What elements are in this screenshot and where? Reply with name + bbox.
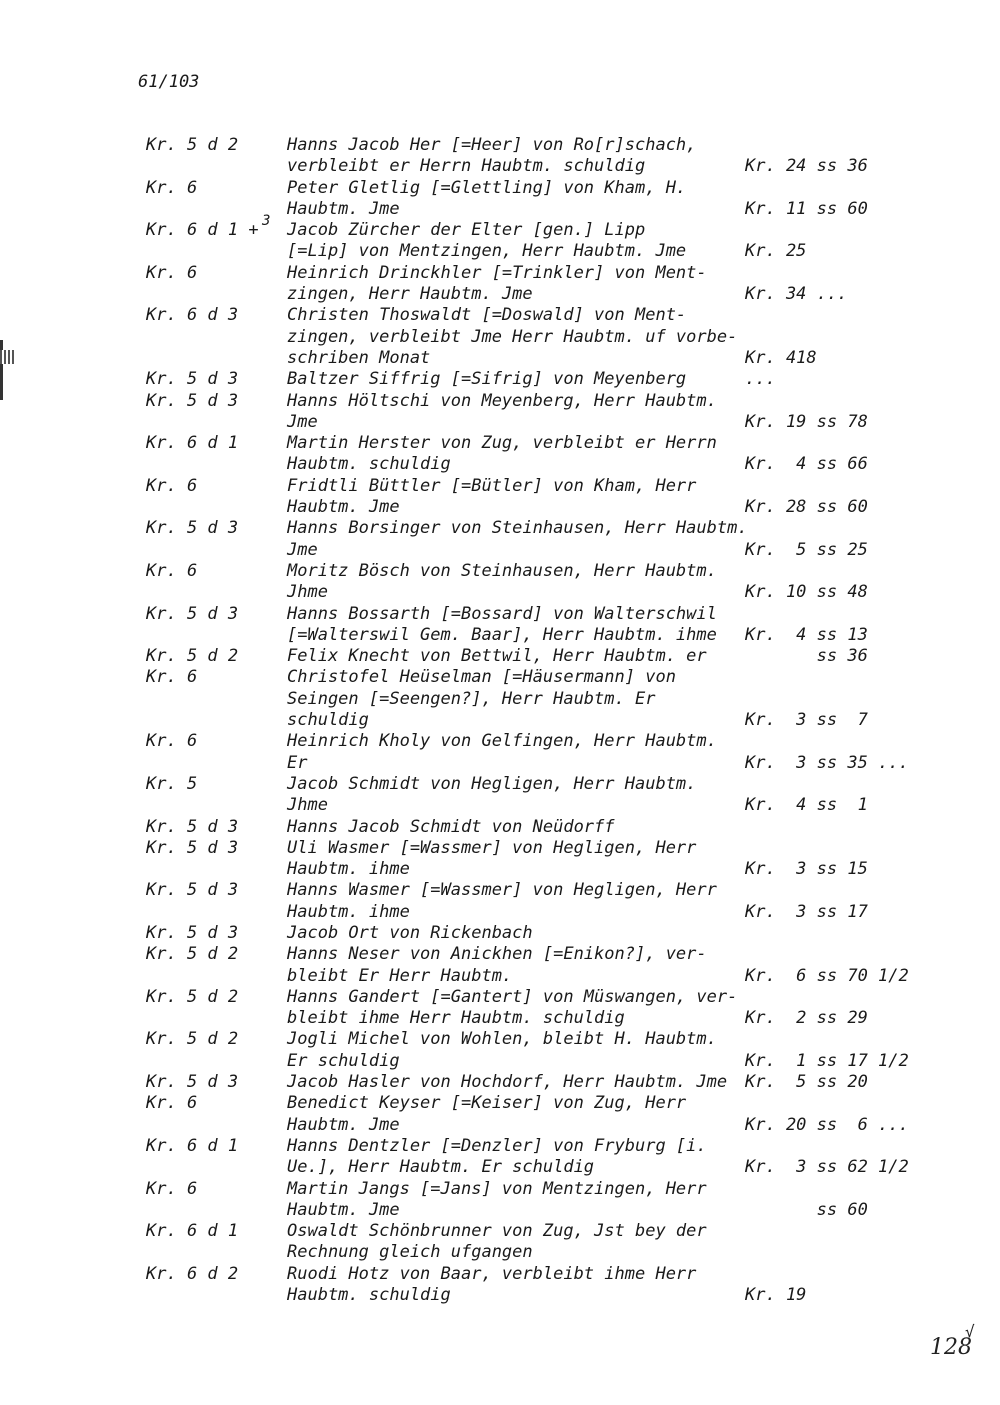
ledger-entry [0,1264,1000,1307]
entry-text: Haubtm. schuldig [287,1285,451,1306]
entry-line [0,625,1000,646]
entry-text: Jacob Schmidt von Hegligen, Herr Haubtm. [287,773,697,794]
entry-text: Baltzer Siffrig [=Sifrig] von Meyenberg [287,369,687,390]
entry-amount: Kr. 4 ss 13 [745,624,868,645]
entry-reference: Kr. 6 d 2 [146,1263,239,1284]
entry-text: zingen, Herr Haubtm. Jme [287,284,533,305]
entry-text: Ruodi Hotz von Baar, verbleibt ihme Herr [287,1263,697,1284]
entry-line [0,369,1000,390]
entry-line [0,1264,1000,1285]
entry-reference: Kr. 6 [146,262,198,283]
entry-text: zingen, verbleibt Jme Herr Haubtm. uf vorbe- [287,326,738,347]
entry-amount: Kr. 24 ss 36 [745,156,868,177]
entry-line [0,1200,1000,1221]
entry-text: bleibt ihme Herr Haubtm. schuldig [287,1008,625,1029]
entry-line [0,817,1000,838]
entry-line [0,561,1000,582]
entry-line [0,667,1000,688]
entry-reference: Kr. 5 d 2 [146,986,239,1007]
entry-line [0,1157,1000,1178]
entry-line [0,753,1000,774]
entry-reference: Kr. 5 d 2 [146,944,239,965]
entry-line [0,156,1000,177]
entry-text: Haubtm. schuldig [287,454,451,475]
entry-amount: Kr. 5 ss 25 [745,539,868,560]
ledger-entry [0,391,1000,434]
ledger-entry [0,1029,1000,1072]
entry-reference: Kr. 5 d 2 [146,1029,239,1050]
entry-amount: Kr. 19 ss 78 [745,411,868,432]
entry-amount: Kr. 3 ss 15 [745,859,868,880]
entry-line [0,774,1000,795]
entry-line [0,199,1000,220]
entry-line [0,987,1000,1008]
entry-reference: Kr. 5 d 2 [146,646,239,667]
entry-list [0,135,1000,1306]
entry-reference: Kr. 5 d 3 [146,816,239,837]
entry-text: Christofel Heüselman [=Häusermann] von [287,667,676,688]
entry-text: Martin Jangs [=Jans] von Mentzingen, Herr [287,1178,707,1199]
entry-text: Er [287,752,308,773]
entry-text: bleibt Er Herr Haubtm. [287,965,513,986]
ledger-entry [0,305,1000,369]
entry-text: Christen Thoswaldt [=Doswald] von Ment- [287,305,687,326]
entry-line [0,433,1000,454]
entry-line [0,795,1000,816]
entry-reference: Kr. 6 d 1 [146,1135,239,1156]
entry-line [0,540,1000,561]
entry-text: Heinrich Kholy von Gelfingen, Herr Haubtm. [287,731,717,752]
entry-amount: ss 36 [745,646,868,667]
ledger-entry [0,1179,1000,1222]
entry-text: [=Lip] von Mentzingen, Herr Haubtm. Jme [287,241,687,262]
entry-line [0,454,1000,475]
entry-text: Jme [287,411,318,432]
entry-text: Peter Gletlig [=Glettling] von Kham, H. [287,177,687,198]
entry-amount: Kr. 3 ss 35 ... [745,752,909,773]
entry-amount: Kr. 3 ss 62 1/2 [745,1157,909,1178]
entry-text: Jacob Ort von Rickenbach [287,922,533,943]
entry-line [0,838,1000,859]
entry-text: Jhme [287,795,328,816]
entry-line [0,178,1000,199]
entry-reference: Kr. 5 d 3 [146,880,239,901]
entry-line [0,923,1000,944]
entry-text: Haubtm. Jme [287,1199,400,1220]
entry-text: schuldig [287,710,369,731]
ledger-entry [0,476,1000,519]
entry-text: Jacob Zürcher der Elter [gen.] Lipp [287,220,646,241]
entry-reference: Kr. 5 d 3 [146,922,239,943]
entry-amount: Kr. 3 ss 7 [745,710,868,731]
entry-amount: ss 60 [745,1199,868,1220]
entry-reference: Kr. 6 d 3 [146,305,239,326]
entry-amount: Kr. 418 [745,347,817,368]
ledger-entry [0,880,1000,923]
entry-amount: Kr. 20 ss 6 ... [745,1114,909,1135]
entry-text: Moritz Bösch von Steinhausen, Herr Haubtm. [287,560,717,581]
entry-superscript: 3 [262,213,271,230]
entry-text: Haubtm. Jme [287,497,400,518]
entry-line [0,284,1000,305]
entry-line [0,880,1000,901]
entry-line [0,1072,1000,1093]
entry-line [0,944,1000,965]
entry-line [0,966,1000,987]
ledger-entry [0,667,1000,731]
folio-number: 128 [930,1335,972,1360]
entry-amount: Kr. 19 [745,1285,807,1306]
entry-text: Felix Knecht von Bettwil, Herr Haubtm. er [287,646,707,667]
entry-text: Hanns Höltschi von Meyenberg, Herr Haubtm. [287,390,717,411]
entry-reference: Kr. 6 [146,177,198,198]
entry-reference: Kr. 5 d 3 [146,603,239,624]
entry-line [0,710,1000,731]
entry-reference: Kr. 6 d 1 [146,1221,239,1242]
entry-reference: Kr. 5 d 3 [146,369,239,390]
entry-text: [=Walterswil Gem. Baar], Herr Haubtm. ihme [287,624,717,645]
entry-line [0,348,1000,369]
ledger-entry [0,944,1000,987]
entry-line [0,497,1000,518]
ledger-entry [0,838,1000,881]
entry-amount: Kr. 28 ss 60 [745,497,868,518]
entry-text: Haubtm. Jme [287,198,400,219]
entry-amount: Kr. 5 ss 20 [745,1072,868,1093]
ledger-entry [0,1072,1000,1093]
entry-amount: ... [745,369,776,390]
ledger-entry [0,518,1000,561]
entry-line [0,391,1000,412]
ledger-entry [0,774,1000,817]
entry-text: Jme [287,539,318,560]
entry-text: Uli Wasmer [=Wassmer] von Hegligen, Herr [287,837,697,858]
entry-line [0,1008,1000,1029]
entry-text: Hanns Neser von Anickhen [=Enikon?], ver- [287,944,707,965]
entry-amount: Kr. 11 ss 60 [745,198,868,219]
entry-line [0,1179,1000,1200]
entry-amount: Kr. 2 ss 29 [745,1008,868,1029]
entry-line [0,135,1000,156]
entry-text: Hanns Dentzler [=Denzler] von Fryburg [i. [287,1135,707,1156]
entry-amount: Kr. 4 ss 66 [745,454,868,475]
entry-reference: Kr. 6 d 1 + [146,220,259,241]
entry-text: Oswaldt Schönbrunner von Zug, Jst bey der [287,1221,707,1242]
entry-text: Martin Herster von Zug, verbleibt er Herrn [287,433,717,454]
entry-reference: Kr. 6 [146,1178,198,1199]
entry-reference: Kr. 6 [146,560,198,581]
entry-amount: Kr. 4 ss 1 [745,795,868,816]
ledger-entry [0,263,1000,306]
entry-text: Ue.], Herr Haubtm. Er schuldig [287,1157,595,1178]
entry-amount: Kr. 25 [745,241,807,262]
entry-text: Benedict Keyser [=Keiser] von Zug, Herr [287,1093,687,1114]
entry-text: Jogli Michel von Wohlen, bleibt H. Haubtm. [287,1029,717,1050]
entry-line [0,1136,1000,1157]
entry-line [0,689,1000,710]
entry-reference: Kr. 5 d 2 [146,135,239,155]
ledger-entry [0,561,1000,604]
entry-text: Haubtm. ihme [287,901,410,922]
entry-reference: Kr. 6 [146,731,198,752]
entry-reference: Kr. 6 [146,667,198,688]
entry-amount: Kr. 3 ss 17 [745,901,868,922]
entry-text: Er schuldig [287,1050,400,1071]
entry-line [0,327,1000,348]
entry-line [0,1285,1000,1306]
ledger-entry [0,1136,1000,1179]
ledger-entry [0,135,1000,178]
check-mark: √ [965,1322,975,1341]
entry-line [0,859,1000,880]
entry-text: schriben Monat [287,347,431,368]
entry-text: Hanns Wasmer [=Wassmer] von Hegligen, Herr [287,880,717,901]
entry-text: Rechnung gleich ufgangen [287,1242,533,1263]
entry-text: Hanns Jacob Her [=Heer] von Ro[r]schach, [287,135,697,155]
entry-line [0,305,1000,326]
entry-text: verbleibt er Herrn Haubtm. schuldig [287,156,646,177]
entry-text: Hanns Borsinger von Steinhausen, Herr Haubtm. [287,518,748,539]
ledger-entry [0,213,1000,263]
entry-line [0,476,1000,497]
entry-amount: Kr. 10 ss 48 [745,582,868,603]
entry-reference: Kr. 5 d 3 [146,837,239,858]
entry-line [0,412,1000,433]
ledger-entry [0,731,1000,774]
entry-amount: Kr. 6 ss 70 1/2 [745,965,909,986]
entry-reference: Kr. 5 [146,773,198,794]
entry-text: Heinrich Drinckhler [=Trinkler] von Ment- [287,262,707,283]
entry-line [0,1051,1000,1072]
entry-reference: Kr. 6 [146,475,198,496]
ledger-entry [0,1221,1000,1264]
entry-reference: Kr. 6 d 1 [146,433,239,454]
entry-line [0,604,1000,625]
entry-text: Hanns Bossarth [=Bossard] von Walterschwil [287,603,717,624]
entry-reference: Kr. 5 d 3 [146,1072,239,1093]
entry-text: Haubtm. ihme [287,859,410,880]
entry-text: Jacob Hasler von Hochdorf, Herr Haubtm. Jme [287,1072,728,1093]
entry-text: Jhme [287,582,328,603]
ledger-entry [0,646,1000,667]
entry-line [0,1029,1000,1050]
ledger-entry [0,1093,1000,1136]
entry-line [0,263,1000,284]
entry-line [0,646,1000,667]
entry-line [0,1221,1000,1242]
entry-amount: Kr. 34 ... [745,284,848,305]
ledger-entry [0,369,1000,390]
entry-line [0,518,1000,539]
entry-text: Haubtm. Jme [287,1114,400,1135]
entry-line [0,902,1000,923]
ledger-entry [0,923,1000,944]
entry-line [0,582,1000,603]
entry-reference: Kr. 5 d 3 [146,518,239,539]
entry-line [0,1093,1000,1114]
ledger-entry [0,604,1000,647]
entry-reference: Kr. 5 d 3 [146,390,239,411]
entry-line [0,731,1000,752]
entry-reference: Kr. 6 [146,1093,198,1114]
entry-line [0,241,1000,262]
entry-text: Hanns Gandert [=Gantert] von Müswangen, ver- [287,986,738,1007]
entry-line [0,1242,1000,1263]
ledger-entry [0,433,1000,476]
entry-text: Hanns Jacob Schmidt von Neüdorff [287,816,615,837]
entry-text: Fridtli Büttler [=Bütler] von Kham, Herr [287,475,697,496]
ledger-entry [0,817,1000,838]
entry-line [0,1115,1000,1136]
entry-line [0,213,1000,241]
entry-text: Seingen [=Seengen?], Herr Haubtm. Er [287,688,656,709]
entry-amount: Kr. 1 ss 17 1/2 [745,1050,909,1071]
ledger-entry [0,178,1000,221]
ledger-entry [0,987,1000,1030]
page-reference: 61/103 [138,72,200,92]
